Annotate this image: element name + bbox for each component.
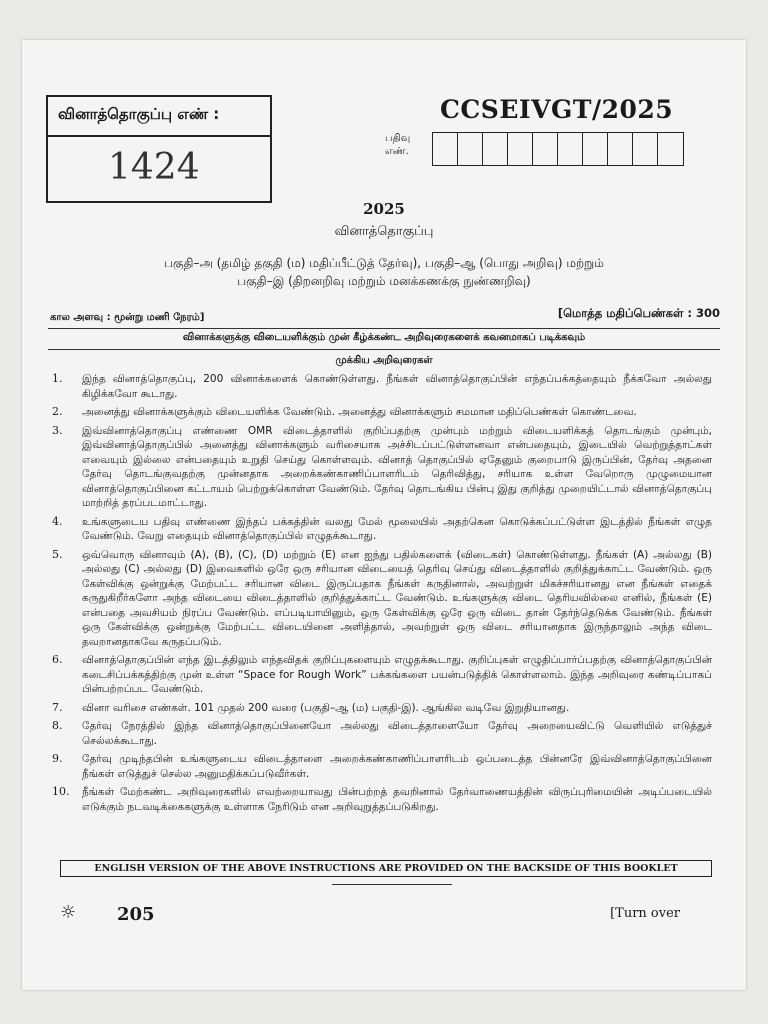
total-marks: [மொத்த மதிப்பெண்கள் : 300 (557, 306, 720, 320)
subject-line: பகுதி–இ (திறனறிவு மற்றும் மனக்கணக்கு நுண்ணறிவு) (237, 274, 531, 288)
register-digit-box[interactable] (658, 133, 683, 165)
instruction-item (52, 701, 712, 716)
register-number-boxes[interactable] (432, 132, 684, 166)
register-digit-box[interactable] (583, 133, 608, 165)
exam-year: 2025 (363, 200, 405, 218)
instruction-number: 7. (52, 700, 63, 714)
register-digit-box[interactable] (533, 133, 558, 165)
instruction-item (52, 424, 712, 511)
instruction-number: 2. (52, 405, 63, 418)
booklet-number: 1424 (108, 147, 200, 188)
english-version-note: ENGLISH VERSION OF THE ABOVE INSTRUCTIONS ARE PROVIDED ON THE BACKSIDE OF THIS BOOKLET (60, 860, 712, 877)
divider (48, 349, 720, 350)
read-instructions-note: வினாக்களுக்கு விடையளிக்கும் முன் கீழ்க்கண்ட அறிவுரைகளைக் கவனமாகப் படிக்கவும் (182, 332, 586, 343)
subject-title (22, 254, 746, 290)
instruction-text: வினா வரிசை எண்கள். 101 முதல் 200 வரை (பகுதி–ஆ (ம) பகுதி-இ). ஆங்கில வடிவே இறுதியானது. (82, 701, 570, 714)
instruction-item (52, 653, 712, 697)
register-digit-box[interactable] (508, 133, 533, 165)
register-digit-box[interactable] (433, 133, 458, 165)
instruction-number: 4. (52, 514, 63, 528)
instruction-item (52, 372, 712, 401)
instruction-item (52, 515, 712, 544)
instruction-text: தேர்வு முடிந்தபின் உங்களுடைய விடைத்தாளை அறைக்கண்காணிப்பாளரிடம் ஒப்படைத்த பின்னரே இவ்வினாத்தொகுப்பினை நீங்கள் எடுத்துச் செல்ல அனுமதிக்கப்படுவீர்கள். (82, 753, 712, 780)
instruction-number: 1. (52, 372, 63, 385)
instruction-text: இவ்வினாத்தொகுப்பு எண்ணை OMR விடைத்தாளில் குறிப்பதற்கு முன்பும் மற்றும் விடையளிக்கத் தொடங்கும் முன்பும், இவ்வினாத்தொகுப்பில் அனைத்து வினாக்களும் வரிசையாக அச்சிடப்பட்டுள்ளனவா என்பதையும், இடையில் வெற்றுத்தாட்கள் எவையும் இல்லை என்பதையும் உறுதி செய்து கொள்ளவும். வினாத் தொகுப்பில் ஏதேனும் குறைபாடு இருப்பின், தேர்வு அதனை தேர்வு தொடங்குவதற்கு முன்னதாக அறைக்கண்காணிப்பாளரிடம் தெரிவித்து, சரியாக உள்ள வேறொரு முழுமையான வினாத்தொகுப்பினை கட்டாயம் பெற்றுக்கொள்ள வேண்டும். தேர்வு தொடங்கிய பின்பு இது குறித்து முறையிட்டால் வினாத்தொகுப்பு மாற்றித் தரப்படமாட்டாது. (82, 424, 712, 509)
time-allowed: கால அளவு : மூன்று மணி நேரம்] (50, 312, 205, 323)
instruction-text: தேர்வு நேரத்தில் இந்த வினாத்தொகுப்பினையோ அல்லது விடைத்தாளையோ தேர்வு அறையைவிட்டு வெளியில் எடுத்துச் செல்லக்கூடாது. (82, 720, 712, 747)
instruction-number: 3. (52, 423, 63, 437)
register-digit-box[interactable] (458, 133, 483, 165)
exam-code: CCSEIVGT/2025 (440, 95, 674, 124)
turn-over-note: [Turn over (610, 906, 680, 921)
instruction-item (52, 752, 712, 781)
instruction-text: வினாத்தொகுப்பின் எந்த இடத்திலும் எந்தவிதக் குறிப்புகளையும் எழுதக்கூடாது. குறிப்புகள் எழுதிப்பார்ப்பதற்கு வினாத்தொகுப்பின் கடைசிப்பக்கத்திற்கு முன் உள்ள “Space for Rough Work” பக்கங்களை பயன்படுத்திக் கொள்ளலாம். இந்த அறிவுரை கண்டிப்பாகப் பின்பற்றப்பட வேண்டும். (82, 654, 712, 695)
register-digit-box[interactable] (633, 133, 658, 165)
divider (332, 884, 452, 885)
booklet-number-box (46, 95, 272, 203)
instruction-number: 6. (52, 653, 63, 666)
instruction-text: ஒவ்வொரு வினாவும் (A), (B), (C), (D) மற்றும் (E) என ஐந்து பதில்களைக் (விடைகள்) கொண்டுள்ளது. நீங்கள் (A) அல்லது (B) அல்லது (C) அல்லது (D) இவைகளில் ஒரே ஒரு சரியான விடையைத் தெரிவு செய்து விடைத்தாளில் குறித்துக்காட்ட வேண்டும். ஒரு கேள்விக்கு ஒன்றுக்கு மேற்பட்ட சரியான விடை இருப்பதாக நீங்கள் கருதினால், அவற்றுள் மிகச்சரியானது என நீங்கள் எதைக் கருதுகிறீர்களோ அந்த விடையை விடைத்தாளில் குறித்துக்காட்ட வேண்டும். உங்களுக்கு விடை தெரியவில்லை எனில், நீங்கள் (E) என்பதை அவசியம் நிரப்ப வேண்டும். எப்படியாயினும், ஒரு கேள்விக்கு ஒரே ஒரு விடை தான் தேர்ந்தெடுக்க வேண்டும். நீங்கள் ஒரு கேள்விக்கு ஒன்றுக்கு மேற்பட்ட விடையினை அளித்தால், அவற்றுள் ஒரு விடை சரியானதாக இருந்தாலும் அந்த விடை தவறானதாகவே கருதப்படும். (82, 548, 712, 648)
question-booklet-page (22, 40, 746, 990)
booklet-number-label: வினாத்தொகுப்பு எண் : (58, 105, 220, 123)
subject-line: பகுதி–அ (தமிழ் தகுதி (ம) மதிப்பீட்டுத் தேர்வு), பகுதி–ஆ (பொது அறிவு) மற்றும் (164, 256, 604, 270)
instruction-text: இந்த வினாத்தொகுப்பு, 200 வினாக்களைக் கொண்டுள்ளது. நீங்கள் வினாத்தொகுப்பின் எந்தப்பக்கத்தையும் நீக்கவோ அல்லது கிழிக்கவோ கூடாது. (82, 373, 712, 400)
instructions-heading: முக்கிய அறிவுரைகள் (335, 355, 433, 366)
divider (48, 135, 270, 137)
instruction-number: 10. (52, 785, 70, 798)
instruction-number: 9. (52, 752, 63, 765)
instruction-item (52, 785, 712, 814)
sun-icon: ☼ (60, 902, 77, 923)
page-number: 205 (117, 904, 155, 925)
divider (48, 328, 720, 329)
instruction-number: 8. (52, 719, 63, 732)
register-number-label: பதிவு எண். (385, 133, 411, 157)
register-digit-box[interactable] (608, 133, 633, 165)
booklet-title: வினாத்தொகுப்பு (334, 224, 434, 239)
register-digit-box[interactable] (558, 133, 583, 165)
instruction-item (52, 405, 712, 420)
instruction-item (52, 548, 712, 650)
register-digit-box[interactable] (483, 133, 508, 165)
instructions-list (52, 372, 712, 818)
instruction-text: நீங்கள் மேற்கண்ட அறிவுரைகளில் எவற்றையாவது பின்பற்றத் தவறினால் தேர்வாணையத்தின் விருப்புரிமையின் அடிப்படையில் எடுக்கும் நடவடிக்கைகளுக்கு உள்ளாக நேரிடும் என அறிவுறுத்தப்படுகிறது. (82, 786, 712, 813)
instruction-item (52, 719, 712, 748)
instruction-text: உங்களுடைய பதிவு எண்ணை இந்தப் பக்கத்தின் வலது மேல் மூலையில் அதற்கென கொடுக்கப்பட்டுள்ள இடத்தில் நீங்கள் எழுத வேண்டும். வேறு எதையும் வினாத்தொகுப்பில் எழுதக்கூடாது. (82, 515, 712, 542)
instruction-text: அனைத்து வினாக்களுக்கும் விடையளிக்க வேண்டும். அனைத்து வினாக்களும் சமமான மதிப்பெண்கள் கொண்டவை. (82, 406, 637, 418)
instruction-number: 5. (52, 547, 63, 561)
